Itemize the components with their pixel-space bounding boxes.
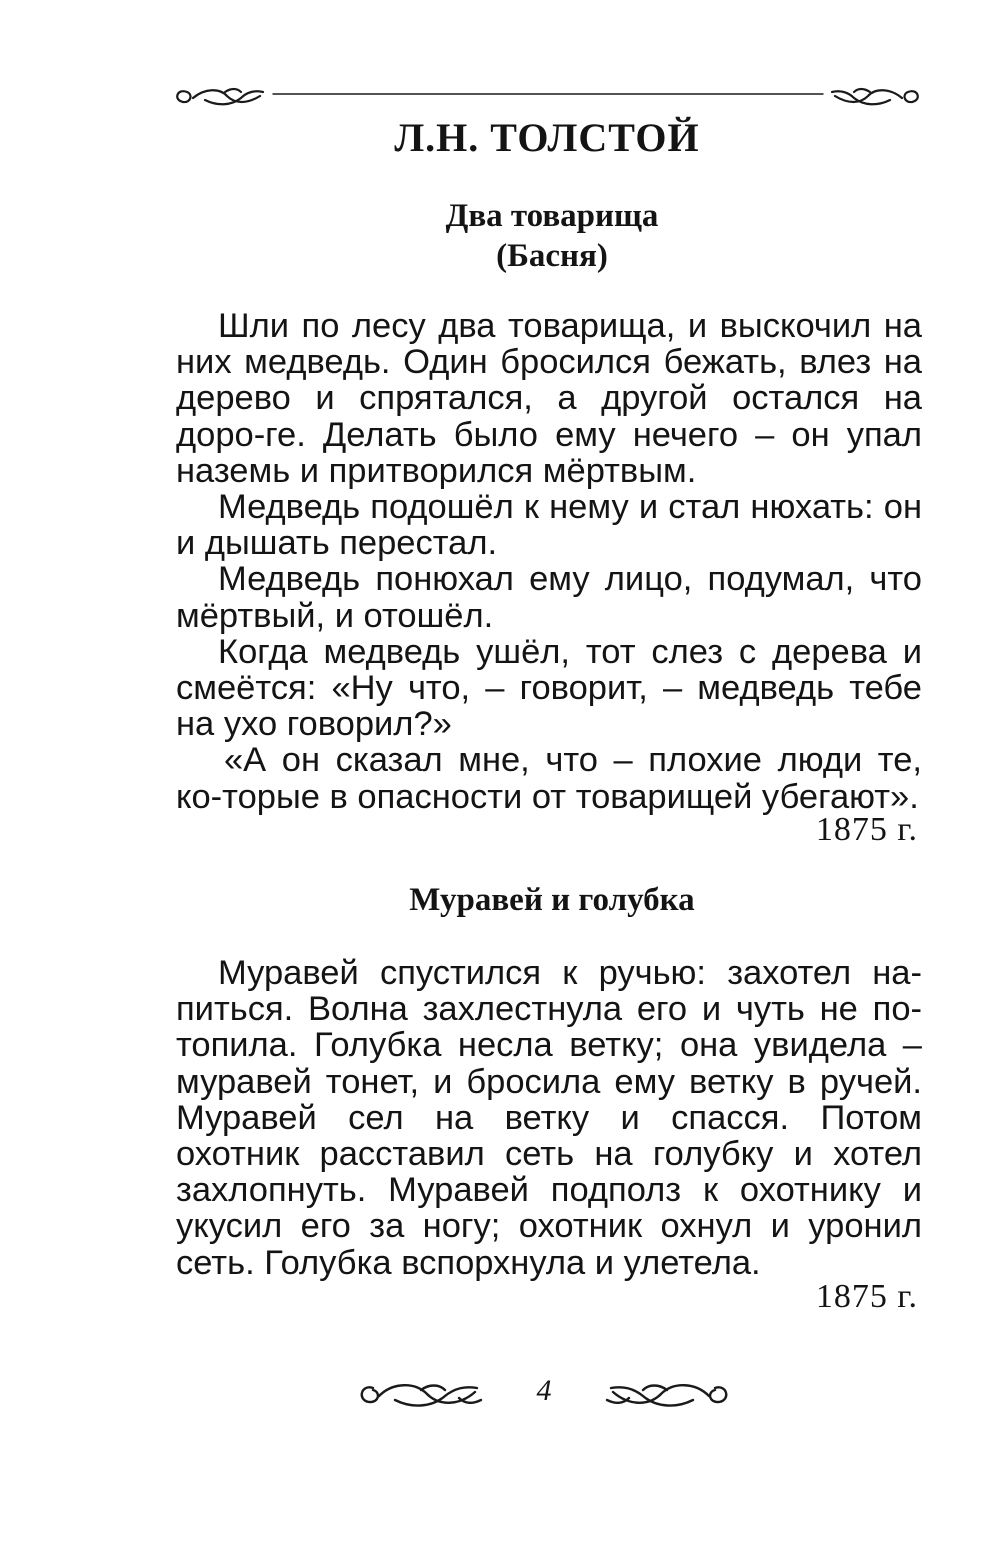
story-title-ant-and-dove [0, 880, 1000, 920]
paragraph: Медведь понюхал ему лицо, подумал, что мёртвый, и отошёл. [176, 560, 922, 635]
paragraph: Муравей спустился к ручью: захотел на-питься. Волна захлестнула его и чуть не по-топила. Голубка несла ветку; она увидела – муравей тонет, и бросила ему ветку в ручей. Муравей сел на ветку и спасся. Потом охотник расставил сеть на голубку и хотел захлопнуть. Муравей подполз к охотнику и укусил его за ногу; охотник охнул и уронил сеть. Голубка вспорхнула и улетела. [176, 954, 922, 1282]
paragraph: Когда медведь ушёл, тот слез с дерева и смеётся: «Ну что, – говорит, – медведь тебе на ухо говорил?» [176, 632, 922, 744]
page-number: 4 [536, 1374, 552, 1407]
story-subtitle-text: (Басня) [496, 238, 608, 274]
story-body-two-comrades [176, 308, 922, 815]
story-title-text: Муравей и голубка [409, 882, 695, 918]
paragraph: Шли по лесу два товарища, и выскочил на них медведь. Один бросился бежать, влез на дерево и спрятался, а другой остался на доро-ге. Делать было ему нечего – он упал наземь и притворился мёртвым. [176, 307, 922, 490]
paragraph: «А он сказал мне, что – плохие люди те, ко-торые в опасности от товарищей убегают». [176, 741, 922, 816]
paragraph: Медведь подошёл к нему и стал нюхать: он и дышать перестал. [176, 488, 922, 563]
story-title-two-comrades [0, 196, 1000, 276]
story-year-two-comrades: 1875 г. [815, 811, 918, 848]
story-year-ant-and-dove: 1875 г. [815, 1278, 918, 1315]
author-heading: Л.Н. ТОЛСТОЙ [394, 115, 700, 160]
story-body-ant-and-dove [176, 955, 922, 1281]
story-title-text: Два товарища [445, 198, 659, 234]
